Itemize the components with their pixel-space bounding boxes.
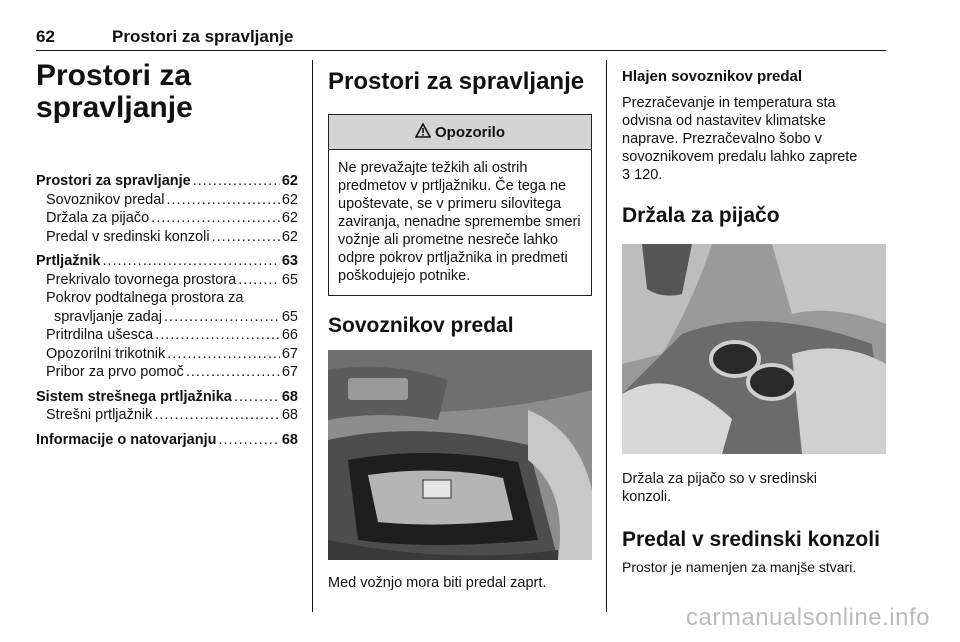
glovebox-title: Sovoznikov predal <box>328 314 514 337</box>
console-title: Predal v sredinski konzoli <box>622 528 880 551</box>
toc-entry[interactable]: Strešni prtljažnik ..... 68 <box>36 406 298 425</box>
toc-entry[interactable]: Sistem strešnega prtljažnika ..... 68 <box>36 388 298 407</box>
section-title: Prostori za spravljanje <box>328 68 585 95</box>
chapter-toc-column <box>36 60 298 449</box>
header-rule <box>36 50 886 51</box>
cupholder-caption: Držala za pijačo so v sredinski konzoli. <box>622 471 818 505</box>
table-of-contents <box>36 172 298 449</box>
toc-entry[interactable]: spravljanje zadaj ..... 65 <box>36 308 298 327</box>
console-text: Prostor je namenjen za manjše stvari. <box>622 559 857 575</box>
warning-label: Opozorilo <box>435 123 505 141</box>
toc-entry[interactable]: Prostori za spravljanje ..... 62 <box>36 172 298 191</box>
toc-entry[interactable]: Opozorilni trikotnik ..... 67 <box>36 345 298 364</box>
toc-entry[interactable]: Pribor za prvo pomoč ..... 67 <box>36 363 298 382</box>
content-column-3 <box>622 60 886 576</box>
toc-entry[interactable]: Prekrivalo tovornega prostora ..... 65 <box>36 271 298 290</box>
cooled-glovebox-title: Hlajen sovoznikov predal <box>622 68 803 85</box>
toc-entry[interactable]: Informacije o natovarjanju ..... 68 <box>36 431 298 450</box>
running-title: Prostori za spravljanje <box>112 27 294 46</box>
toc-entry-line1[interactable]: Pokrov podtalnega prostora za <box>46 290 244 306</box>
page-header <box>36 27 886 49</box>
warning-header <box>329 115 591 150</box>
chapter-title: Prostori za spravljanje <box>36 59 193 124</box>
cupholder-title: Držala za pijačo <box>622 204 780 227</box>
watermark: carmanualsonline.info <box>686 604 930 631</box>
content-column-2 <box>328 60 592 592</box>
toc-entry[interactable]: Prtljažnik ..... 63 <box>36 252 298 271</box>
page-number: 62 <box>36 27 55 46</box>
glovebox-caption: Med vožnjo mora biti predal zaprt. <box>328 575 547 591</box>
toc-entry[interactable]: Sovoznikov predal ..... 62 <box>36 191 298 210</box>
warning-triangle-icon <box>415 123 431 142</box>
glovebox-photo <box>328 350 592 560</box>
cooled-glovebox-text: Prezračevanje in temperatura sta odvisna od nastavitev klimatske naprave. Prezračevalno šobo v sovoznikovem predalu lahko zaprete 3 120. <box>622 95 858 183</box>
page-reference[interactable]: 3 120. <box>622 167 663 183</box>
warning-text: Ne prevažajte težkih ali ostrih predmetov v prtljažniku. Če tega ne upoštevate, se v primeru silovitega zaviranja, nenadne spremembe smeri vožnje ali prometne nesreče lahko odpre pokrov prtljažnika in predmeti poškodujejo potnike. <box>338 160 581 284</box>
toc-entry[interactable]: Predal v sredinski konzoli ..... 62 <box>36 228 298 247</box>
toc-entry[interactable]: Držala za pijačo ..... 62 <box>36 209 298 228</box>
cupholder-photo <box>622 244 886 454</box>
toc-entry[interactable]: Pritrdilna ušesca ..... 66 <box>36 326 298 345</box>
warning-box <box>328 114 592 296</box>
column-divider-1 <box>312 60 313 612</box>
column-divider-2 <box>606 60 607 612</box>
